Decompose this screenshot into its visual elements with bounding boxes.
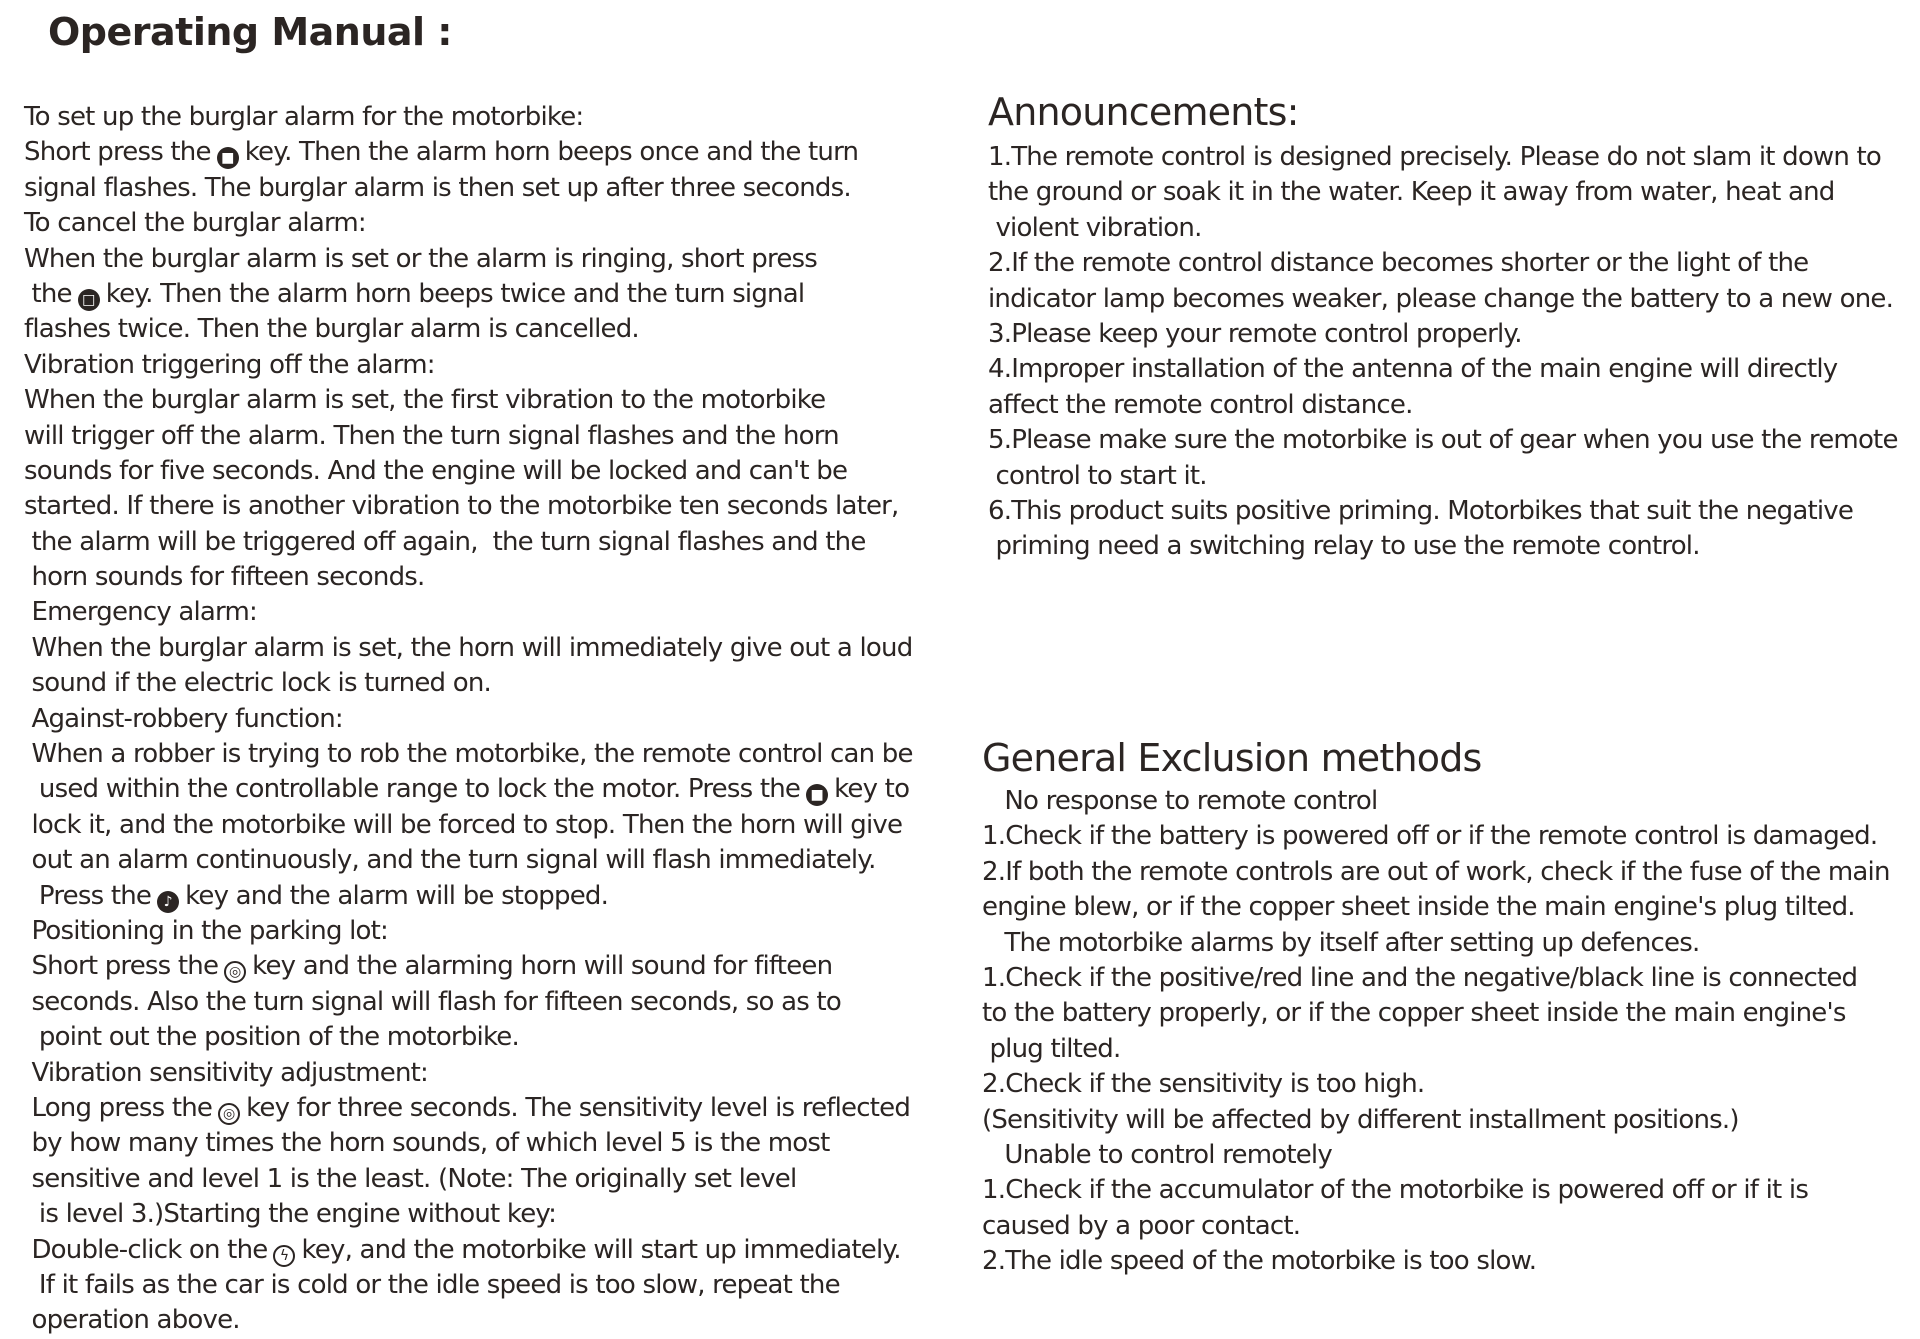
manual-line: sensitive and level 1 is the least. (Note: The originally set level [24,1163,797,1194]
exclusion-line: caused by a poor contact. [982,1210,1301,1241]
lock-icon: ■ [217,147,239,169]
operating-instructions [24,100,954,1339]
exclusion-line: 1.Check if the positive/red line and the negative/black line is connected [982,962,1858,993]
manual-line [24,135,954,170]
manual-line: Vibration triggering off the alarm: [24,349,435,380]
manual-line-text: key, and the motorbike will start up immediately. [301,1234,901,1265]
manual-line [24,949,954,984]
manual-line-text: key for three seconds. The sensitivity level is reflected [246,1092,911,1123]
manual-line: seconds. Also the turn signal will flash for fifteen seconds, so as to [24,986,841,1017]
manual-line: out an alarm continuously, and the turn signal will flash immediately. [24,845,876,876]
manual-line: sound if the electric lock is turned on. [24,668,491,699]
manual-line: When the burglar alarm is set, the first vibration to the motorbike [24,385,826,416]
exclusion-line: No response to remote control [982,786,1378,816]
announcement-line: 3.Please keep your remote control properly. [988,318,1522,349]
manual-line [24,1091,954,1126]
manual-line: Vibration sensitivity adjustment: [24,1057,428,1088]
manual-line-text: Short press the [24,951,219,982]
manual-line [24,277,954,312]
manual-line-text: Short press the [24,137,211,168]
manual-line: operation above. [24,1305,240,1336]
manual-line: When a robber is trying to rob the motorbike, the remote control can be [24,739,913,770]
manual-line: the alarm will be triggered off again, the turn signal flashes and the [24,526,866,557]
manual-line-text: key. Then the alarm horn beeps twice and the turn signal [105,278,805,309]
announcement-line: affect the remote control distance. [988,389,1413,420]
manual-line: When the burglar alarm is set, the horn will immediately give out a loud [24,632,913,663]
manual-line: When the burglar alarm is set or the alarm is ringing, short press [24,243,818,274]
manual-line: by how many times the horn sounds, of which level 5 is the most [24,1128,830,1159]
exclusion-line: 2.The idle speed of the motorbike is too slow. [982,1246,1537,1277]
manual-line: To set up the burglar alarm for the motorbike: [24,102,584,132]
announcement-line: 1.The remote control is designed precisely. Please do not slam it down to [988,142,1882,172]
mute-icon: ♪ [157,891,179,913]
announcement-line: priming need a switching relay to use the remote control. [988,531,1700,562]
announcement-line: indicator lamp becomes weaker, please change the battery to a new one. [988,283,1894,314]
exclusion-line: 1.Check if the battery is powered off or if the remote control is damaged. [982,821,1878,852]
manual-line: signal flashes. The burglar alarm is then set up after three seconds. [24,172,851,203]
announcement-line: control to start it. [988,460,1207,491]
manual-line-text: Double-click on the [24,1234,268,1265]
manual-line: Against-robbery function: [24,703,343,734]
page-title: Operating Manual : [48,10,452,54]
manual-line-text: Long press the [24,1092,213,1123]
start-icon: ϟ [273,1245,295,1267]
announcement-line: 6.This product suits positive priming. Motorbikes that suit the negative [988,495,1854,526]
manual-line: point out the position of the motorbike. [24,1022,519,1053]
manual-line: started. If there is another vibration to the motorbike ten seconds later, [24,491,899,522]
manual-line: If it fails as the car is cold or the idle speed is too slow, repeat the [24,1269,840,1300]
announcement-line: 5.Please make sure the motorbike is out of gear when you use the remote [988,425,1898,456]
announcements-heading: Announcements: [988,90,1299,134]
manual-line-text: key. Then the alarm horn beeps once and the turn [244,137,859,168]
exclusion-line: plug tilted. [982,1033,1121,1064]
manual-line: lock it, and the motorbike will be forced to stop. Then the horn will give [24,809,903,840]
manual-line [24,1233,954,1268]
manual-line-text: key and the alarming horn will sound for fifteen [252,951,833,982]
locate-icon: ◎ [224,961,246,983]
manual-line: sounds for five seconds. And the engine will be locked and can't be [24,455,848,486]
announcement-line: 2.If the remote control distance becomes shorter or the light of the [988,248,1809,279]
exclusion-line: 2.Check if the sensitivity is too high. [982,1069,1425,1100]
manual-line [24,772,954,807]
exclusion-line: to the battery properly, or if the copper sheet inside the main engine's [982,998,1846,1029]
manual-line-text: key to [834,774,910,805]
exclusion-line: The motorbike alarms by itself after setting up defences. [982,927,1700,958]
exclusion-line: Unable to control remotely [982,1139,1332,1170]
exclusion-line: engine blew, or if the copper sheet inside the main engine's plug tilted. [982,892,1855,923]
announcement-line: 4.Improper installation of the antenna of the main engine will directly [988,354,1838,385]
manual-line: Emergency alarm: [24,597,257,628]
exclusion-line: 1.Check if the accumulator of the motorbike is powered off or if it is [982,1175,1809,1206]
manual-line: To cancel the burglar alarm: [24,208,366,239]
manual-line [24,879,954,914]
general-exclusion-list [982,784,1912,1279]
manual-line: will trigger off the alarm. Then the turn signal flashes and the horn [24,420,839,451]
manual-line: horn sounds for fifteen seconds. [24,562,425,593]
manual-line-text: the [24,278,72,309]
exclusion-line: 2.If both the remote controls are out of work, check if the fuse of the main [982,856,1890,887]
manual-line-text: Press the [24,880,152,911]
manual-line: Positioning in the parking lot: [24,915,389,946]
manual-line-text: key and the alarm will be stopped. [185,880,609,911]
manual-line: flashes twice. Then the burglar alarm is cancelled. [24,314,639,345]
announcement-line: the ground or soak it in the water. Keep it away from water, heat and [988,177,1835,208]
exclusion-line: (Sensitivity will be affected by different installment positions.) [982,1104,1739,1135]
manual-line-text: used within the controllable range to lock the motor. Press the [24,774,801,805]
announcement-line: violent vibration. [988,212,1202,243]
unlock-icon: □ [78,289,100,311]
general-exclusion-heading: General Exclusion methods [982,736,1482,780]
lock-icon: ■ [806,784,828,806]
locate-icon: ◎ [218,1103,240,1125]
manual-line: is level 3.)Starting the engine without key: [24,1199,557,1230]
announcements-list [988,140,1908,565]
